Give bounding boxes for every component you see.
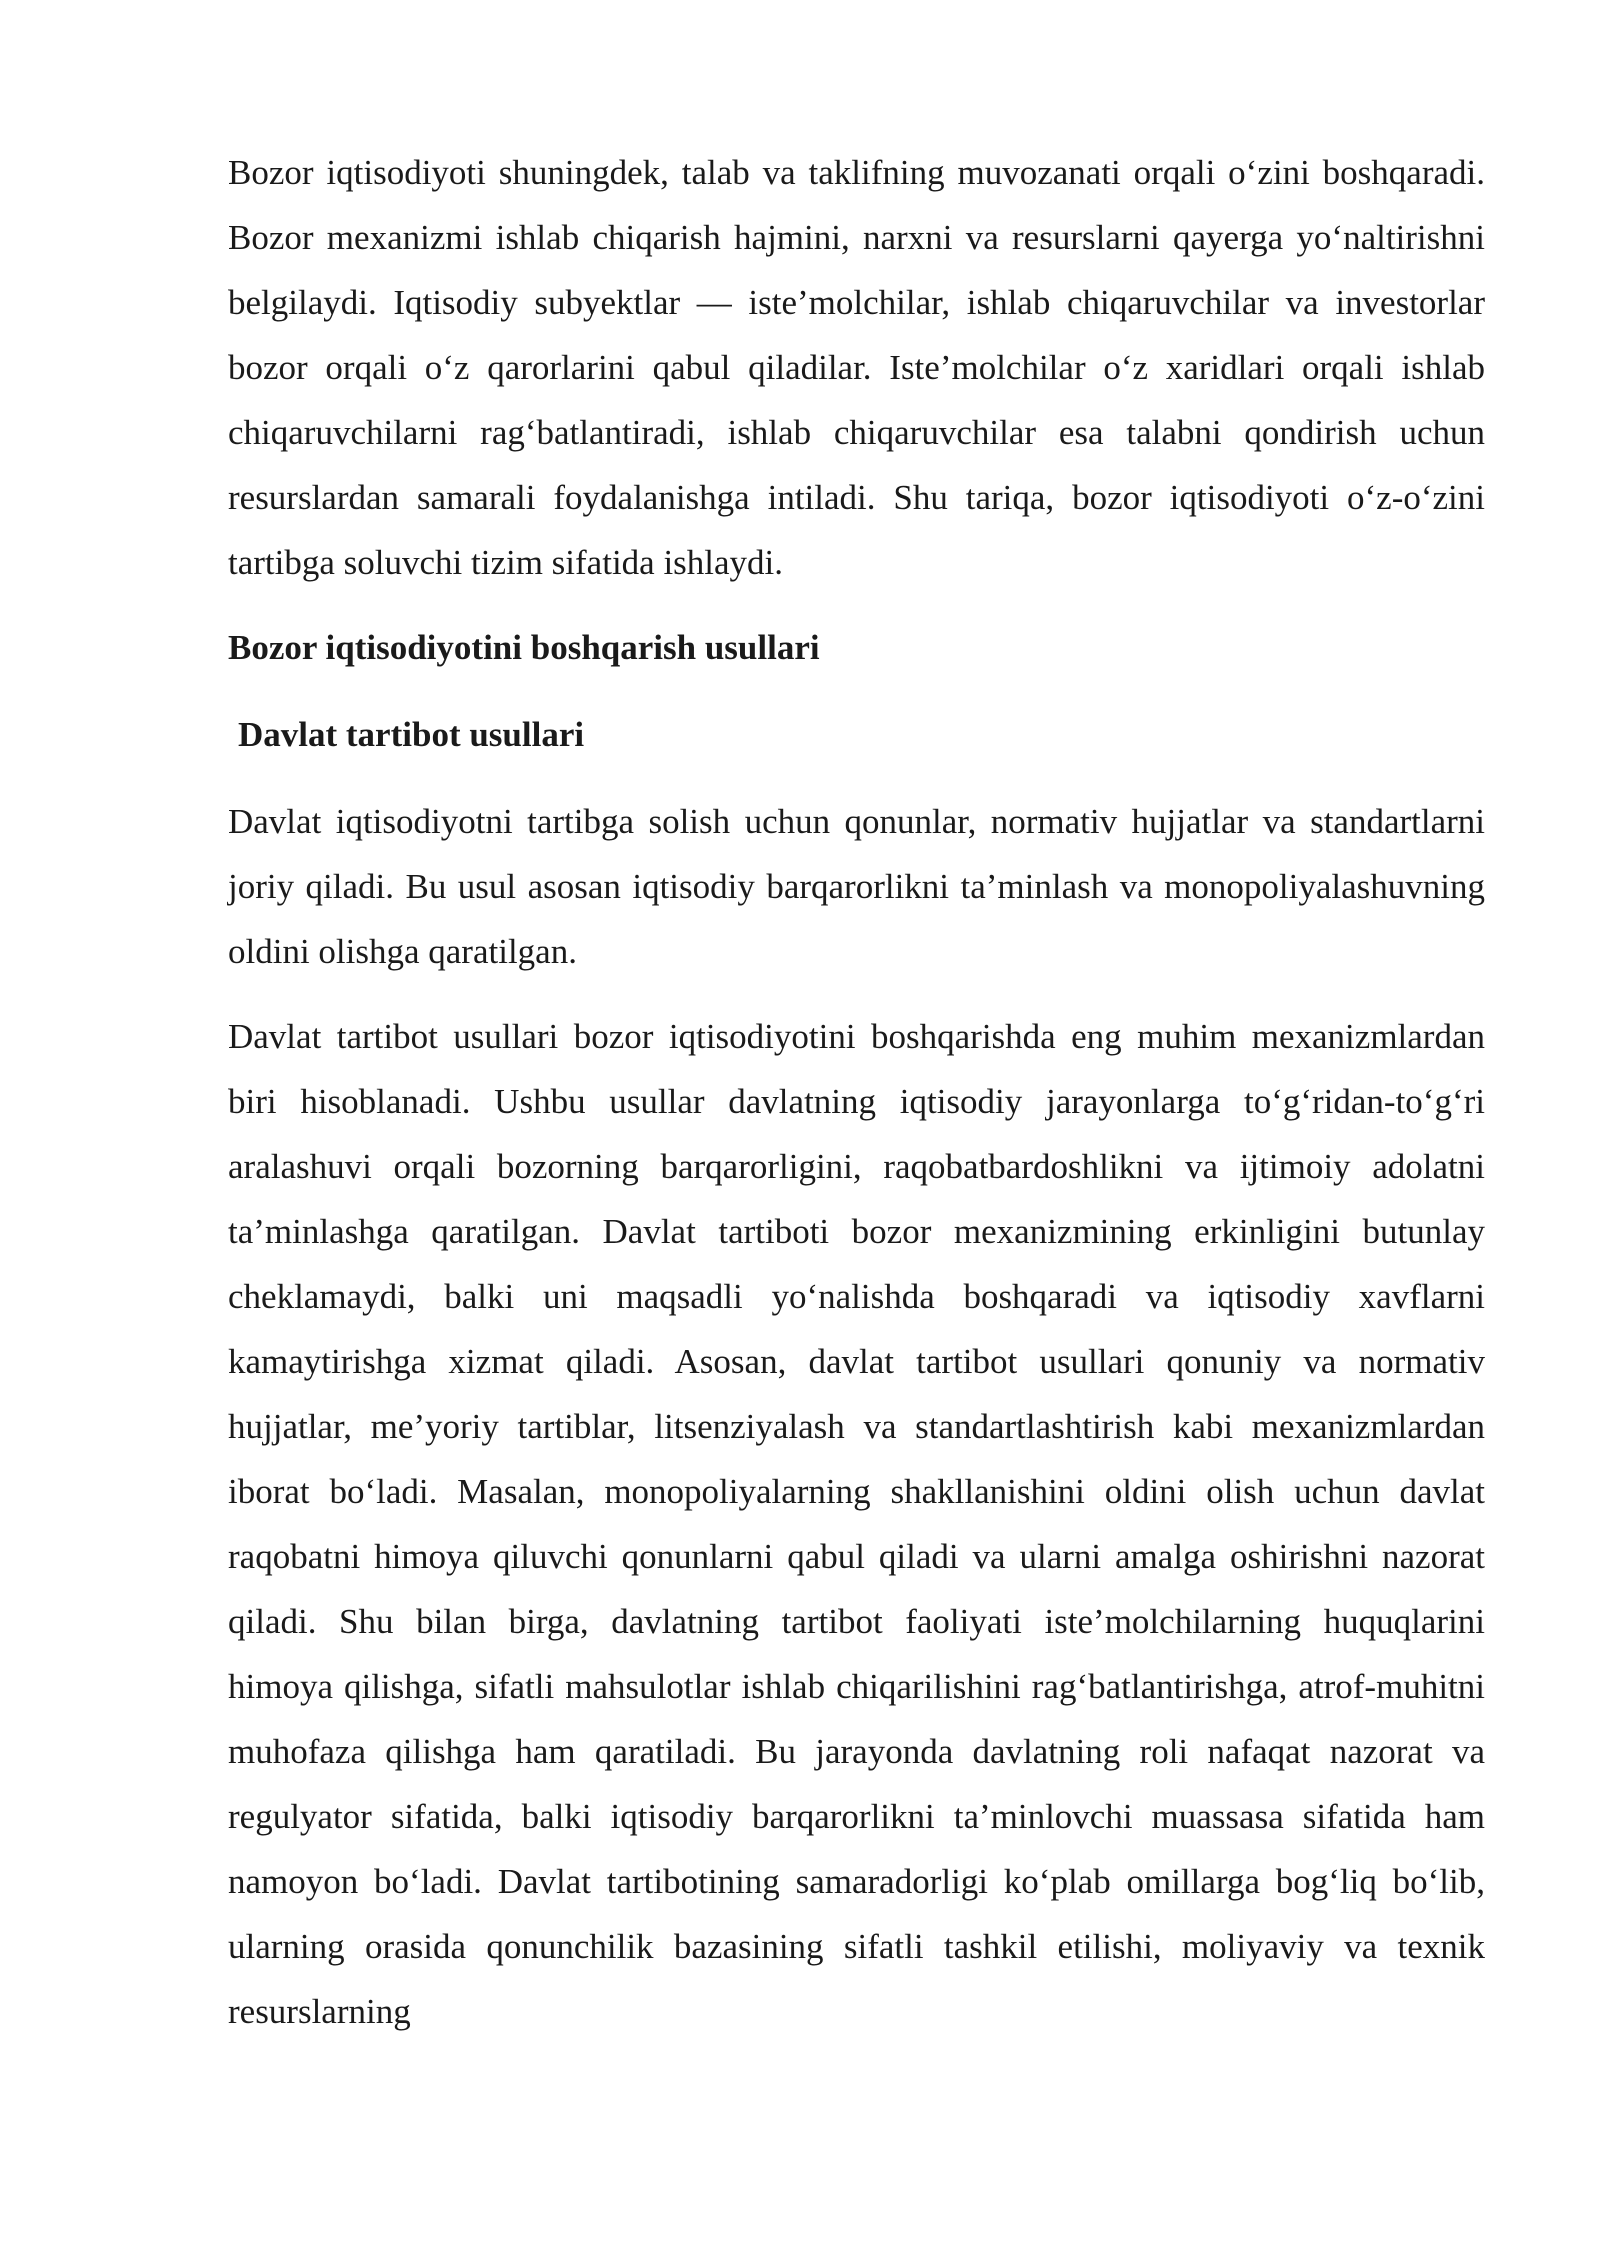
section-heading: Bozor iqtisodiyotini boshqarish usullari xyxy=(228,628,820,667)
paragraph-state-regulation-details: Davlat tartibot usullari bozor iqtisodiyotini boshqarishda eng muhim mexanizmlardan biri hisoblanadi. Ushbu usullar davlatning iqtisodiy jarayonlarga to‘g‘ridan-to‘g‘ri aralashuvi orqali bozorning barqarorligini, raqobatbardoshlikni va ijtimoiy adolatni ta’minlashga qaratilgan. Davlat tartiboti bozor mexanizmining erkinligini butunlay cheklamaydi, balki uni maqsadli yo‘nalishda boshqaradi va iqtisodiy xavflarni kamaytirishga xizmat qiladi. Asosan, davlat tartibot usullari qonuniy va normativ hujjatlar, me’yoriy tartiblar, litsenziyalash va standartlashtirish kabi mexanizmlardan iborat bo‘ladi. Masalan, monopoliyalarning shakllanishini oldini olish uchun davlat raqobatni himoya qiluvchi qonunlarni qabul qiladi va ularni amalga oshirishni nazorat qiladi. Shu bilan birga, davlatning tartibot faoliyati iste’molchilarning huquqlarini himoya qilishga, sifatli mahsulotlar ishlab chiqarilishini rag‘batlantirishga, atrof-muhitni muhofaza qilishga ham qaratiladi. Bu jarayonda davlatning roli nafaqat nazorat va regulyator sifatida, balki iqtisodiy barqarorlikni ta’minlovchi muassasa sifatida ham namoyon bo‘ladi. Davlat tartibotining samaradorligi ko‘plab omillarga bog‘liq bo‘lib, ularning orasida qonunchilik bazasining sifatli tashkil etilishi, moliyaviy va texnik resurslarning xyxy=(228,1017,1485,2031)
paragraph-state-regulation-intro: Davlat iqtisodiyotni tartibga solish uchun qonunlar, normativ hujjatlar va standartlarni joriy qiladi. Bu usul asosan iqtisodiy barqarorlikni ta’minlash va monopoliyalashuvning oldini olishga qaratilgan. xyxy=(228,802,1485,971)
paragraph-market-self-regulation: Bozor iqtisodiyoti shuningdek, talab va taklifning muvozanati orqali o‘zini boshqaradi. Bozor mexanizmi ishlab chiqarish hajmini, narxni va resurslarni qayerga yo‘naltirishni belgilaydi. Iqtisodiy subyektlar — iste’molchilar, ishlab chiqaruvchilar va investorlar bozor orqali o‘z qarorlarini qabul qiladilar. Iste’molchilar o‘z xaridlari orqali ishlab chiqaruvchilarni rag‘batlantiradi, ishlab chiqaruvchilar esa talabni qondirish uchun resurslardan samarali foydalanishga intiladi. Shu tariqa, bozor iqtisodiyoti o‘z-o‘zini tartibga soluvchi tizim sifatida ishlaydi. xyxy=(228,153,1485,582)
subsection-heading: Davlat tartibot usullari xyxy=(238,715,585,754)
